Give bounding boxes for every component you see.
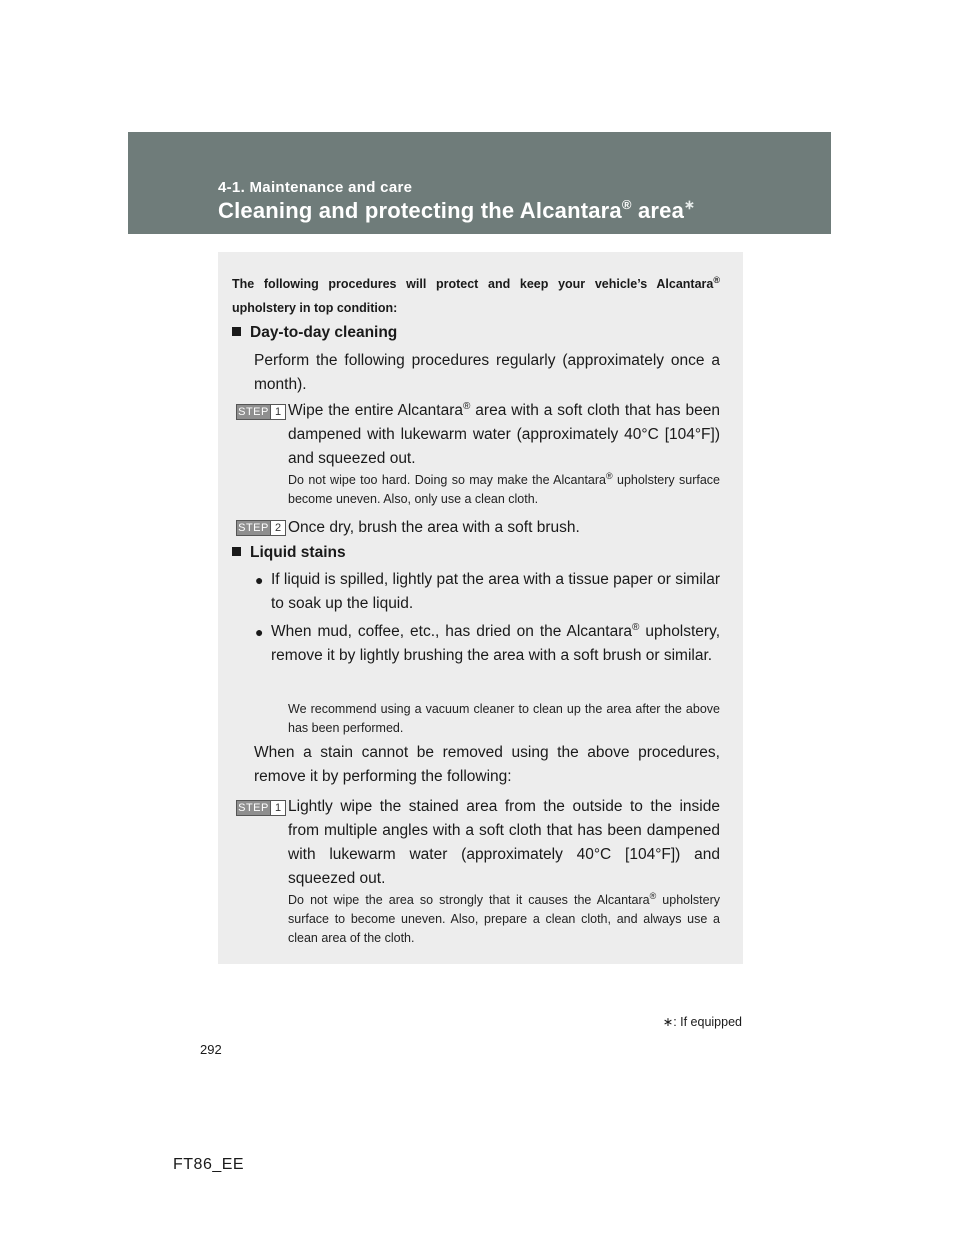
header-band [128,132,831,234]
intro-part1: The following procedures will protect and keep your vehicle’s Alcantara [232,277,714,291]
stain-step-1-note [288,891,720,948]
footnote-text: : If equipped [673,1015,742,1029]
doc-code: FT86_EE [173,1156,245,1173]
registered-mark: ® [621,197,632,212]
registered-mark: ® [713,274,720,285]
step-1-badge [236,404,286,420]
bullet-dot-icon: ● [255,624,264,640]
step-2-text: Once dry, brush the area with a soft brush. [288,519,580,536]
step-word: STEP [238,406,269,418]
step-1-text-b: area with a soft cloth that has been dampened with lukewarm water (approximately 40°C [104°F]) and squeezed out. [288,402,720,467]
asterisk-icon: ∗ [662,1015,674,1029]
heading-label: Liquid stains [250,544,346,561]
registered-mark: ® [649,890,657,901]
step-1-note [288,471,720,509]
intro-text [232,272,720,320]
title-tail: area [631,198,685,223]
step-number: 2 [270,521,285,535]
note-a: Do not wipe too hard. Doing so may make the Alcantara [288,473,606,487]
stain-step-1-text: Lightly wipe the stained area from the outside to the inside from multiple angles with a soft cloth that has been dampened with lukewarm water (approximately 40°C [104°F]) and squeezed out. [288,798,720,887]
title-main: Cleaning and protecting the Alcantara [218,198,622,223]
bullet-2-text-b: upholstery, remove it by lightly brushing the area with a soft brush or similar. [271,623,720,664]
vacuum-note: We recommend using a vacuum cleaner to clean up the area after the above has been performed. [288,702,720,735]
heading-liquid-stains [232,544,346,562]
step-2-badge [236,520,286,536]
step-1-text [288,399,720,471]
day-to-day-description: Perform the following procedures regularly (approximately once a month). [254,352,720,393]
page-title [218,198,695,224]
bullet-2-text-a: When mud, coffee, etc., has dried on the Alcantara [271,623,632,640]
page-number: 292 [200,1042,222,1057]
square-bullet-icon [232,327,241,336]
heading-day-to-day [232,324,397,342]
registered-mark: ® [606,470,613,481]
stain-intro: When a stain cannot be removed using the above procedures, remove it by performing the following: [254,744,720,785]
section-label: 4-1. Maintenance and care [218,179,413,196]
step-word: STEP [238,522,269,534]
step-number: 1 [270,801,285,815]
note-b: upholstery surface to become uneven. Also, prepare a clean cloth, and always use a clean area of the cloth. [288,893,720,945]
registered-mark: ® [463,400,471,412]
step-word: STEP [238,802,269,814]
square-bullet-icon [232,547,241,556]
heading-label: Day-to-day cleaning [250,324,398,341]
step-number: 1 [270,405,285,419]
note-a: Do not wipe the area so strongly that it causes the Alcantara [288,893,650,907]
footnote [663,1014,742,1029]
intro-part2: upholstery in top condition: [232,301,398,315]
step-1-text-a: Wipe the entire Alcantara [288,402,464,419]
liquid-bullet-2 [271,620,720,668]
asterisk-icon: ∗ [684,197,696,212]
liquid-bullet-1: If liquid is spilled, lightly pat the area with a tissue paper or similar to soak up the liquid. [271,571,720,612]
content-box [218,252,743,964]
note-b: upholstery surface become uneven. Also, only use a clean cloth. [288,473,721,506]
stain-step-1-badge [236,800,286,816]
bullet-dot-icon: ● [255,572,264,588]
registered-mark: ® [632,621,640,633]
